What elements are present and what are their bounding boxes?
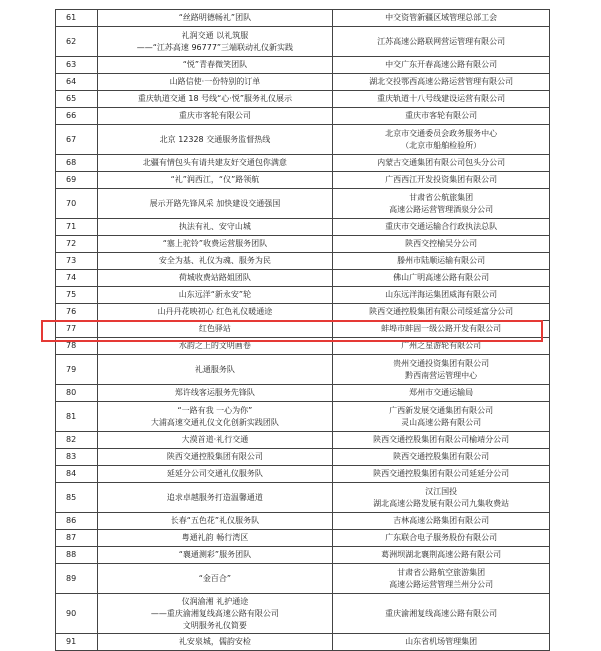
team-name-cell bbox=[97, 10, 333, 27]
unit-name-line: 高速公路运营管理酒泉分公司 bbox=[389, 204, 494, 214]
document-page bbox=[55, 9, 550, 651]
row-number: 81 bbox=[56, 402, 98, 432]
team-name-cell bbox=[97, 513, 333, 530]
unit-name-line: 山东远洋海运集团威海有限公司 bbox=[385, 290, 498, 299]
unit-name-cell bbox=[333, 402, 550, 432]
team-name-line: “礼”润西江，“仪”路领航 bbox=[170, 175, 260, 184]
table-row bbox=[56, 466, 550, 483]
row-number: 66 bbox=[56, 108, 98, 125]
table-row bbox=[56, 304, 550, 321]
unit-name-cell bbox=[333, 125, 550, 155]
row-number: 88 bbox=[56, 547, 98, 564]
table-row bbox=[56, 513, 550, 530]
unit-name-line: 黔西南营运管理中心 bbox=[405, 370, 478, 380]
team-name-cell bbox=[97, 634, 333, 651]
unit-name-line: 中交广东开春高速公路有限公司 bbox=[385, 60, 498, 69]
team-name-cell bbox=[97, 236, 333, 253]
team-name-line: 山路信使·一份特别的订单 bbox=[169, 77, 261, 86]
table-row bbox=[56, 321, 550, 338]
unit-name-cell bbox=[333, 449, 550, 466]
team-name-cell bbox=[97, 172, 333, 189]
table-row bbox=[56, 57, 550, 74]
team-name-cell bbox=[97, 125, 333, 155]
team-name-line: 北京 12328 交通服务监督热线 bbox=[159, 134, 271, 144]
team-name-cell bbox=[97, 253, 333, 270]
team-name-cell bbox=[97, 530, 333, 547]
table-row bbox=[56, 172, 550, 189]
unit-name-line: 湖北高速公路发展有限公司九集收费站 bbox=[373, 498, 510, 508]
unit-name-line: 江苏高速公路联网营运管理有限公司 bbox=[377, 36, 506, 46]
table-row bbox=[56, 10, 550, 27]
team-name-cell bbox=[97, 321, 333, 338]
team-name-cell bbox=[97, 57, 333, 74]
unit-name-cell bbox=[333, 513, 550, 530]
unit-name-line: 重庆市客轮有限公司 bbox=[405, 111, 478, 120]
team-name-line: ——“江苏高速 96777”三端联动礼仪新实践 bbox=[136, 42, 294, 52]
team-name-cell bbox=[97, 594, 333, 634]
table-row bbox=[56, 402, 550, 432]
unit-name-line: 广州之星游轮有限公司 bbox=[401, 341, 482, 350]
team-name-line: 大漠首道·礼行交通 bbox=[181, 435, 249, 444]
team-name-line: 仪润渝湘 礼护通途 bbox=[181, 596, 249, 606]
unit-name-cell bbox=[333, 432, 550, 449]
team-name-line: 荷城收费站路姐团队 bbox=[178, 273, 251, 282]
team-name-line: “金百合” bbox=[198, 573, 232, 583]
unit-name-cell bbox=[333, 172, 550, 189]
row-number: 62 bbox=[56, 27, 98, 57]
unit-name-cell bbox=[333, 236, 550, 253]
table-body bbox=[56, 10, 550, 651]
team-name-cell bbox=[97, 355, 333, 385]
team-name-line: 文明服务礼仪简要 bbox=[182, 620, 247, 630]
table-row bbox=[56, 91, 550, 108]
row-number: 61 bbox=[56, 10, 98, 27]
team-name-cell bbox=[97, 432, 333, 449]
unit-name-cell bbox=[333, 304, 550, 321]
unit-name-line: 甘肃省公航旅集团 bbox=[409, 192, 474, 202]
unit-name-line: 重庆市交通运输合行政执法总队 bbox=[385, 222, 498, 231]
unit-name-line: 山东省机场管理集团 bbox=[405, 637, 478, 646]
team-name-cell bbox=[97, 338, 333, 355]
unit-name-cell bbox=[333, 57, 550, 74]
team-name-cell bbox=[97, 287, 333, 304]
row-number: 80 bbox=[56, 385, 98, 402]
team-name-line: 陕西交通控股集团有限公司 bbox=[166, 452, 263, 461]
team-name-cell bbox=[97, 385, 333, 402]
unit-name-line: 中交资管新疆区域管理总部工会 bbox=[385, 13, 498, 22]
team-name-cell bbox=[97, 304, 333, 321]
team-name-line: 追求卓越服务打造温馨通道 bbox=[166, 492, 263, 502]
team-name-line: 重庆轨道交通 18 号线“心·悦”服务礼仪展示 bbox=[137, 94, 292, 103]
row-number: 69 bbox=[56, 172, 98, 189]
unit-name-line: 内蒙古交通集团有限公司包头分公司 bbox=[377, 158, 506, 167]
team-name-line: 北疆有情包头有请共建友好交通包你满意 bbox=[142, 158, 287, 167]
row-number: 73 bbox=[56, 253, 98, 270]
row-number: 79 bbox=[56, 355, 98, 385]
team-name-cell bbox=[97, 219, 333, 236]
team-name-line: 粤通礼韵 畅行湾区 bbox=[181, 533, 249, 542]
row-number: 72 bbox=[56, 236, 98, 253]
team-name-line: 红色驿站 bbox=[198, 324, 231, 333]
table-row bbox=[56, 355, 550, 385]
table-row bbox=[56, 219, 550, 236]
row-number: 75 bbox=[56, 287, 98, 304]
table-row bbox=[56, 270, 550, 287]
team-name-cell bbox=[97, 564, 333, 594]
unit-name-cell bbox=[333, 91, 550, 108]
unit-name-line: 高速公路运营管理兰州分公司 bbox=[389, 579, 494, 589]
unit-name-line: 重庆轨道十八号线建设运营有限公司 bbox=[377, 94, 506, 103]
row-number: 82 bbox=[56, 432, 98, 449]
unit-name-cell bbox=[333, 355, 550, 385]
table-row bbox=[56, 287, 550, 304]
team-name-cell bbox=[97, 91, 333, 108]
unit-name-line: 郑州市交通运输局 bbox=[409, 388, 474, 397]
team-name-cell bbox=[97, 27, 333, 57]
unit-name-cell bbox=[333, 287, 550, 304]
unit-name-cell bbox=[333, 634, 550, 651]
row-number: 86 bbox=[56, 513, 98, 530]
team-name-line: 长春“五色花”礼仪服务队 bbox=[170, 516, 260, 525]
team-name-cell bbox=[97, 466, 333, 483]
team-name-line: 礼安泉城，儒韵安检 bbox=[178, 637, 251, 646]
team-name-line: 重庆市客轮有限公司 bbox=[178, 111, 251, 120]
team-name-cell bbox=[97, 402, 333, 432]
unit-name-cell bbox=[333, 108, 550, 125]
unit-name-line: 吉林高速公路集团有限公司 bbox=[393, 516, 490, 525]
unit-name-line: （北京市船舶检验所） bbox=[401, 140, 482, 150]
team-name-cell bbox=[97, 547, 333, 564]
unit-name-line: 甘肃省公路航空旅游集团 bbox=[397, 567, 486, 577]
unit-name-cell bbox=[333, 10, 550, 27]
unit-name-line: 陕西交通控股集团有限公司榆靖分公司 bbox=[373, 435, 510, 444]
team-name-line: “塞上驼铃”收费运营服务团队 bbox=[162, 239, 268, 248]
team-name-cell bbox=[97, 108, 333, 125]
row-number: 64 bbox=[56, 74, 98, 91]
table-row bbox=[56, 155, 550, 172]
table-row bbox=[56, 338, 550, 355]
table-row bbox=[56, 27, 550, 57]
unit-name-line: 陕西交控榆吴分公司 bbox=[405, 239, 478, 248]
team-name-line: 礼润交通 以礼筑服 bbox=[181, 30, 249, 40]
row-number: 91 bbox=[56, 634, 98, 651]
unit-name-cell bbox=[333, 547, 550, 564]
team-name-cell bbox=[97, 449, 333, 466]
unit-name-line: 灵山高速公路有限公司 bbox=[401, 417, 482, 427]
table-row bbox=[56, 125, 550, 155]
unit-name-cell bbox=[333, 564, 550, 594]
team-name-line: 礼通服务队 bbox=[194, 364, 235, 374]
table-row bbox=[56, 74, 550, 91]
unit-name-line: 广东联合电子服务股份有限公司 bbox=[385, 533, 498, 542]
unit-name-cell bbox=[333, 270, 550, 287]
table-row bbox=[56, 449, 550, 466]
team-name-line: 展示开路先锋风采 加快建设交通强国 bbox=[149, 198, 281, 208]
team-name-cell bbox=[97, 74, 333, 91]
unit-name-cell bbox=[333, 189, 550, 219]
table-row bbox=[56, 634, 550, 651]
row-number: 77 bbox=[56, 321, 98, 338]
unit-name-line: 贵州交通投资集团有限公司 bbox=[393, 358, 490, 368]
row-number: 90 bbox=[56, 594, 98, 634]
team-name-line: “丝路明德畅礼”团队 bbox=[178, 13, 252, 22]
table-row bbox=[56, 385, 550, 402]
row-number: 70 bbox=[56, 189, 98, 219]
row-number: 89 bbox=[56, 564, 98, 594]
award-list-table bbox=[55, 9, 550, 651]
row-number: 87 bbox=[56, 530, 98, 547]
unit-name-line: 陕西交通控股集团有限公司绥延富分公司 bbox=[369, 307, 514, 316]
row-number: 67 bbox=[56, 125, 98, 155]
unit-name-cell bbox=[333, 594, 550, 634]
table-row bbox=[56, 594, 550, 634]
unit-name-line: 重庆渝湘复线高速公路有限公司 bbox=[385, 608, 498, 618]
team-name-line: 山东远洋“新永安”轮 bbox=[178, 290, 252, 299]
row-number: 85 bbox=[56, 483, 98, 513]
row-number: 74 bbox=[56, 270, 98, 287]
row-number: 84 bbox=[56, 466, 98, 483]
unit-name-line: 北京市交通委员会政务服务中心 bbox=[385, 128, 498, 138]
row-number: 63 bbox=[56, 57, 98, 74]
table-row bbox=[56, 564, 550, 594]
unit-name-line: 佛山广明高速公路有限公司 bbox=[393, 273, 490, 282]
table-row bbox=[56, 189, 550, 219]
row-number: 78 bbox=[56, 338, 98, 355]
unit-name-cell bbox=[333, 253, 550, 270]
unit-name-cell bbox=[333, 466, 550, 483]
team-name-line: “悦”青春微笑团队 bbox=[182, 60, 248, 69]
team-name-line: 郑许线客运服务先锋队 bbox=[174, 388, 255, 397]
unit-name-line: 湖北交投鄂西高速公路运营管理有限公司 bbox=[369, 77, 514, 86]
unit-name-cell bbox=[333, 155, 550, 172]
unit-name-line: 陕西交通控股集团有限公司 bbox=[393, 452, 490, 461]
team-name-line: 水韵之上的文明画卷 bbox=[178, 341, 251, 350]
team-name-line: 执法有礼、安守山城 bbox=[178, 222, 251, 231]
team-name-cell bbox=[97, 270, 333, 287]
unit-name-line: 陕西交通控股集团有限公司延延分公司 bbox=[373, 469, 510, 478]
unit-name-cell bbox=[333, 483, 550, 513]
table-row bbox=[56, 432, 550, 449]
row-number: 65 bbox=[56, 91, 98, 108]
unit-name-line: 广西新发展交通集团有限公司 bbox=[389, 405, 494, 415]
team-name-line: 山丹丹花映初心 红色礼仪暖通途 bbox=[157, 307, 273, 316]
unit-name-cell bbox=[333, 219, 550, 236]
team-name-line: 延延分公司交通礼仪服务队 bbox=[166, 469, 263, 478]
unit-name-line: 汉江国投 bbox=[425, 486, 458, 496]
table-row bbox=[56, 483, 550, 513]
unit-name-line: 葛洲坝湖北襄荆高速公路有限公司 bbox=[381, 550, 502, 559]
table-row bbox=[56, 108, 550, 125]
row-number: 68 bbox=[56, 155, 98, 172]
team-name-line: “一路有我 一心为你” bbox=[177, 405, 253, 415]
table-row bbox=[56, 530, 550, 547]
team-name-line: ——重庆渝湘复线高速公路有限公司 bbox=[150, 608, 279, 618]
unit-name-line: 蚌埠市蚌固一级公路开发有限公司 bbox=[381, 324, 502, 333]
unit-name-cell bbox=[333, 74, 550, 91]
team-name-cell bbox=[97, 483, 333, 513]
unit-name-line: 广西西江开发投资集团有限公司 bbox=[385, 175, 498, 184]
unit-name-cell bbox=[333, 385, 550, 402]
team-name-cell bbox=[97, 189, 333, 219]
row-number: 83 bbox=[56, 449, 98, 466]
team-name-line: “襄通测彩”服务团队 bbox=[178, 550, 252, 559]
row-number: 76 bbox=[56, 304, 98, 321]
table-row bbox=[56, 253, 550, 270]
table-row bbox=[56, 547, 550, 564]
team-name-line: 安全为基、礼仪为魂、服务为民 bbox=[158, 256, 271, 265]
unit-name-cell bbox=[333, 27, 550, 57]
unit-name-cell bbox=[333, 321, 550, 338]
table-row bbox=[56, 236, 550, 253]
unit-name-cell bbox=[333, 338, 550, 355]
team-name-cell bbox=[97, 155, 333, 172]
unit-name-cell bbox=[333, 530, 550, 547]
row-number: 71 bbox=[56, 219, 98, 236]
unit-name-line: 滕州市陆顺运输有限公司 bbox=[397, 256, 486, 265]
team-name-line: 大浦高速交通礼仪文化创新实践团队 bbox=[150, 417, 279, 427]
